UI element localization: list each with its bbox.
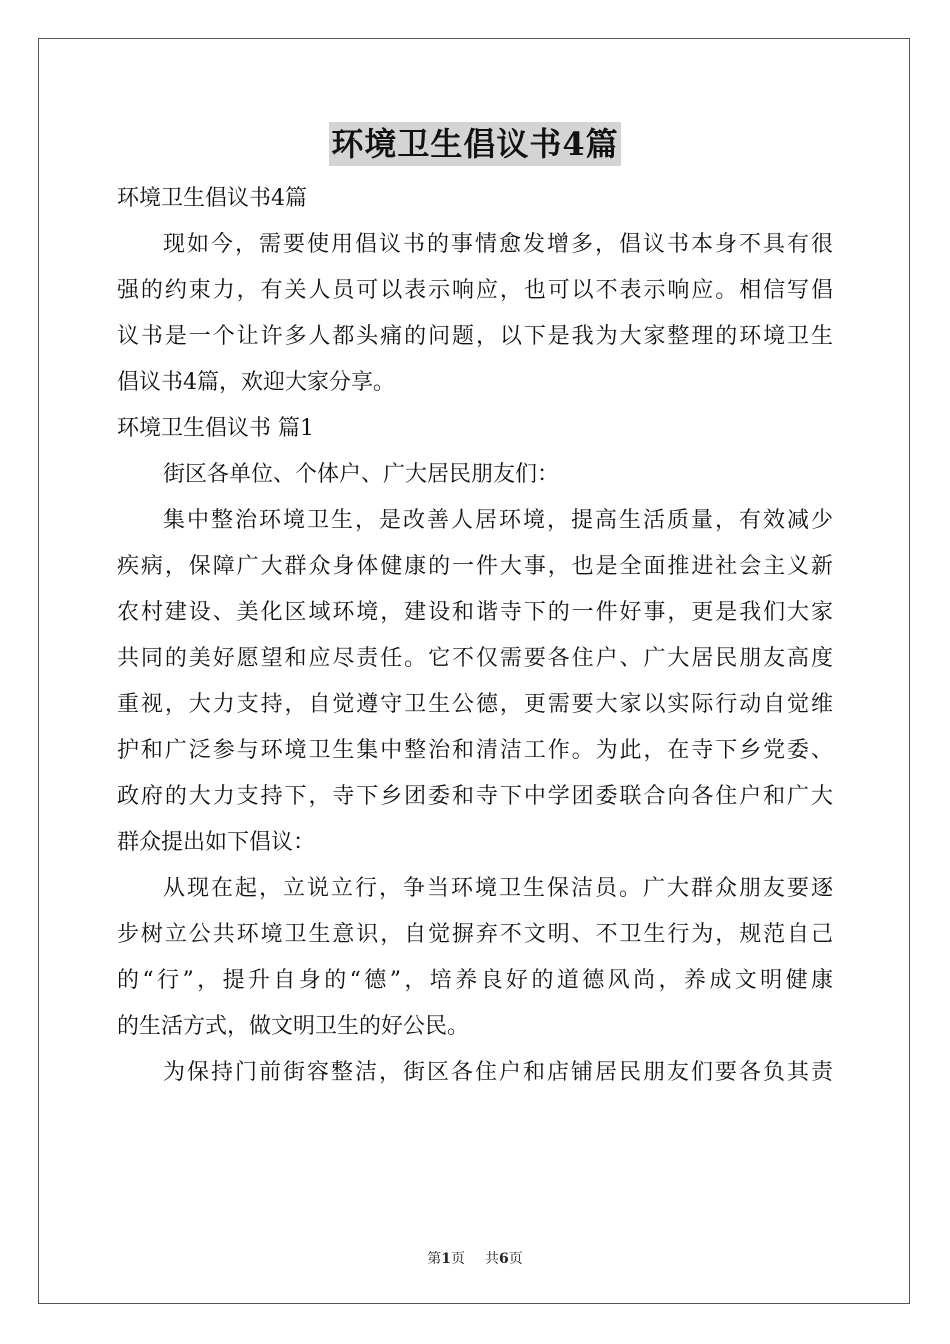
total-suffix: 页 — [508, 1251, 523, 1267]
page-prefix: 第 — [427, 1251, 442, 1267]
body-line: 群众提出如下倡议： — [117, 830, 316, 855]
title-container — [0, 122, 950, 166]
page-footer — [0, 1248, 950, 1268]
body-line: 政府的大力支持下，寺下乡团委和寺下中学团委联合向各住户和广大 — [117, 784, 833, 809]
total-prefix: 共 — [485, 1251, 499, 1267]
page-suffix: 页 — [451, 1251, 465, 1267]
intro-line: 倡议书4篇，欢迎大家分享。 — [117, 370, 395, 395]
body-line: 的生活方式，做文明卫生的好公民。 — [117, 1014, 470, 1039]
body-line: 农村建设、美化区域环境，建设和谐寺下的一件好事，更是我们大家 — [117, 600, 833, 625]
body-line: 重视，大力支持，自觉遵守卫生公德，更需要大家以实际行动自觉维 — [117, 692, 833, 717]
body-line: 共同的美好愿望和应尽责任。它不仅需要各住户、广大居民朋友高度 — [117, 646, 833, 671]
intro-line: 议书是一个让许多人都头痛的问题，以下是我为大家整理的环境卫生 — [117, 324, 833, 349]
page-number: 1 — [441, 1251, 451, 1267]
document-title: 环境卫生倡议书4篇 — [329, 122, 620, 166]
body-line: 疾病，保障广大群众身体健康的一件大事，也是全面推进社会主义新 — [117, 554, 833, 579]
body-line: 的“行”，提升自身的“德”，培养良好的道德风尚，养成文明健康 — [117, 968, 833, 993]
intro-line: 现如今，需要使用倡议书的事情愈发增多，倡议书本身不具有很 — [163, 232, 833, 257]
body-line: 从现在起，立说立行，争当环境卫生保洁员。广大群众朋友要逐 — [163, 876, 833, 901]
body-line: 为保持门前街容整洁，街区各住户和店铺居民朋友们要各负其责 — [163, 1060, 833, 1085]
document-body — [117, 176, 833, 1096]
intro-line: 强的约束力，有关人员可以表示响应，也可以不表示响应。相信写倡 — [117, 278, 833, 303]
body-line: 步树立公共环境卫生意识，自觉摒弃不文明、不卫生行为，规范自己 — [117, 922, 833, 947]
subtitle-line: 环境卫生倡议书4篇 — [117, 186, 307, 211]
section-heading: 环境卫生倡议书 篇1 — [117, 416, 314, 441]
total-pages: 6 — [499, 1251, 509, 1267]
salutation-line: 街区各单位、个体户、广大居民朋友们： — [163, 462, 560, 487]
body-line: 护和广泛参与环境卫生集中整治和清洁工作。为此，在寺下乡党委、 — [117, 738, 833, 763]
body-line: 集中整治环境卫生，是改善人居环境，提高生活质量，有效减少 — [163, 508, 833, 533]
